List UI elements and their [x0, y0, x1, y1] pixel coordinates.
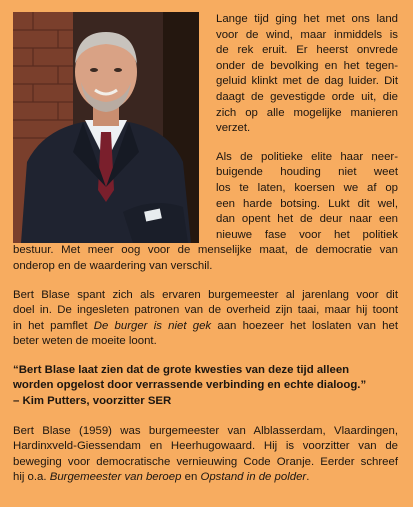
elite-line: los te laten, koersen we af op [216, 181, 398, 194]
elite-line: buigende houding niet weet [216, 166, 398, 179]
intro-paragraph [216, 12, 398, 137]
elite-line: een harde botsing. Lukt dit wel, [216, 197, 398, 210]
elite-line: onderop en de waardering van verschil. [13, 259, 213, 272]
intro-line: zich op alle mogelijke manieren [216, 106, 398, 119]
quote-line: worden opgelost door verrassende verbinding en echte dialoog.” [13, 379, 367, 392]
author-line [13, 319, 398, 335]
intro-line: daagt de gevestigde orde uit, die [216, 90, 398, 103]
bio-line [13, 470, 398, 486]
author-line: beter weten de moeite loont. [13, 335, 157, 348]
quote-line: “Bert Blase laat zien dat de grote kwesties van deze tijd alleen [13, 363, 350, 376]
author-paragraph [13, 288, 398, 350]
bio-line-text: . [306, 471, 310, 484]
cover-text [13, 12, 398, 486]
quote-author: – Kim Putters, voorzitter SER [13, 395, 172, 408]
elite-paragraph-column [216, 150, 398, 244]
book-title: Opstand in de polder [200, 471, 307, 484]
author-line-text: in het pamflet [13, 319, 94, 332]
elite-paragraph-full [13, 243, 398, 274]
elite-line: nieuwe fase voor het politiek [216, 228, 398, 241]
intro-line: voor de wind, maar inmiddels is [216, 28, 398, 41]
bio-paragraph [13, 424, 398, 486]
bio-line-text: hij o.a. [13, 471, 50, 484]
bio-line: Hardinxveld-Giessendam en Heerhugowaard. Hij is voorzitter van de [13, 440, 398, 453]
intro-line: geluid klinkt met de dag luider. Dit [216, 75, 398, 88]
elite-line: dan opent het de deur naar een [216, 213, 398, 226]
elite-line: Als de politieke elite haar neer- [216, 150, 398, 163]
intro-line: Lange tijd ging het met ons land [216, 13, 398, 25]
author-line: Bert Blase spant zich als ervaren burgemeester al jarenlang voor dit [13, 288, 398, 301]
author-line-text: aan hoezeer het loslaten van het [211, 319, 398, 332]
bio-line: beweging voor democratische vernieuwing Code Oranje. Eerder schreef [13, 455, 398, 468]
bio-line: Bert Blase (1959) was burgemeester van Alblasserdam, Vlaardingen, [13, 424, 398, 437]
elite-line: bestuur. Met meer oog voor de menselijke maat, de democratie van [13, 244, 398, 257]
bio-line-text: en [181, 471, 201, 484]
pamphlet-title: De burger is niet gek [93, 319, 212, 332]
endorsement-quote [13, 363, 398, 410]
intro-line: de rek eruit. Er heerst onvrede [216, 44, 398, 57]
intro-line: onder de bevolking en het tegen- [216, 59, 398, 72]
intro-line: verzet. [216, 122, 251, 135]
author-line: doel in. De ingesleten patronen van de overheid zijn taai, maar hij toont [13, 304, 398, 317]
book-title: Burgemeester van beroep [49, 471, 182, 484]
